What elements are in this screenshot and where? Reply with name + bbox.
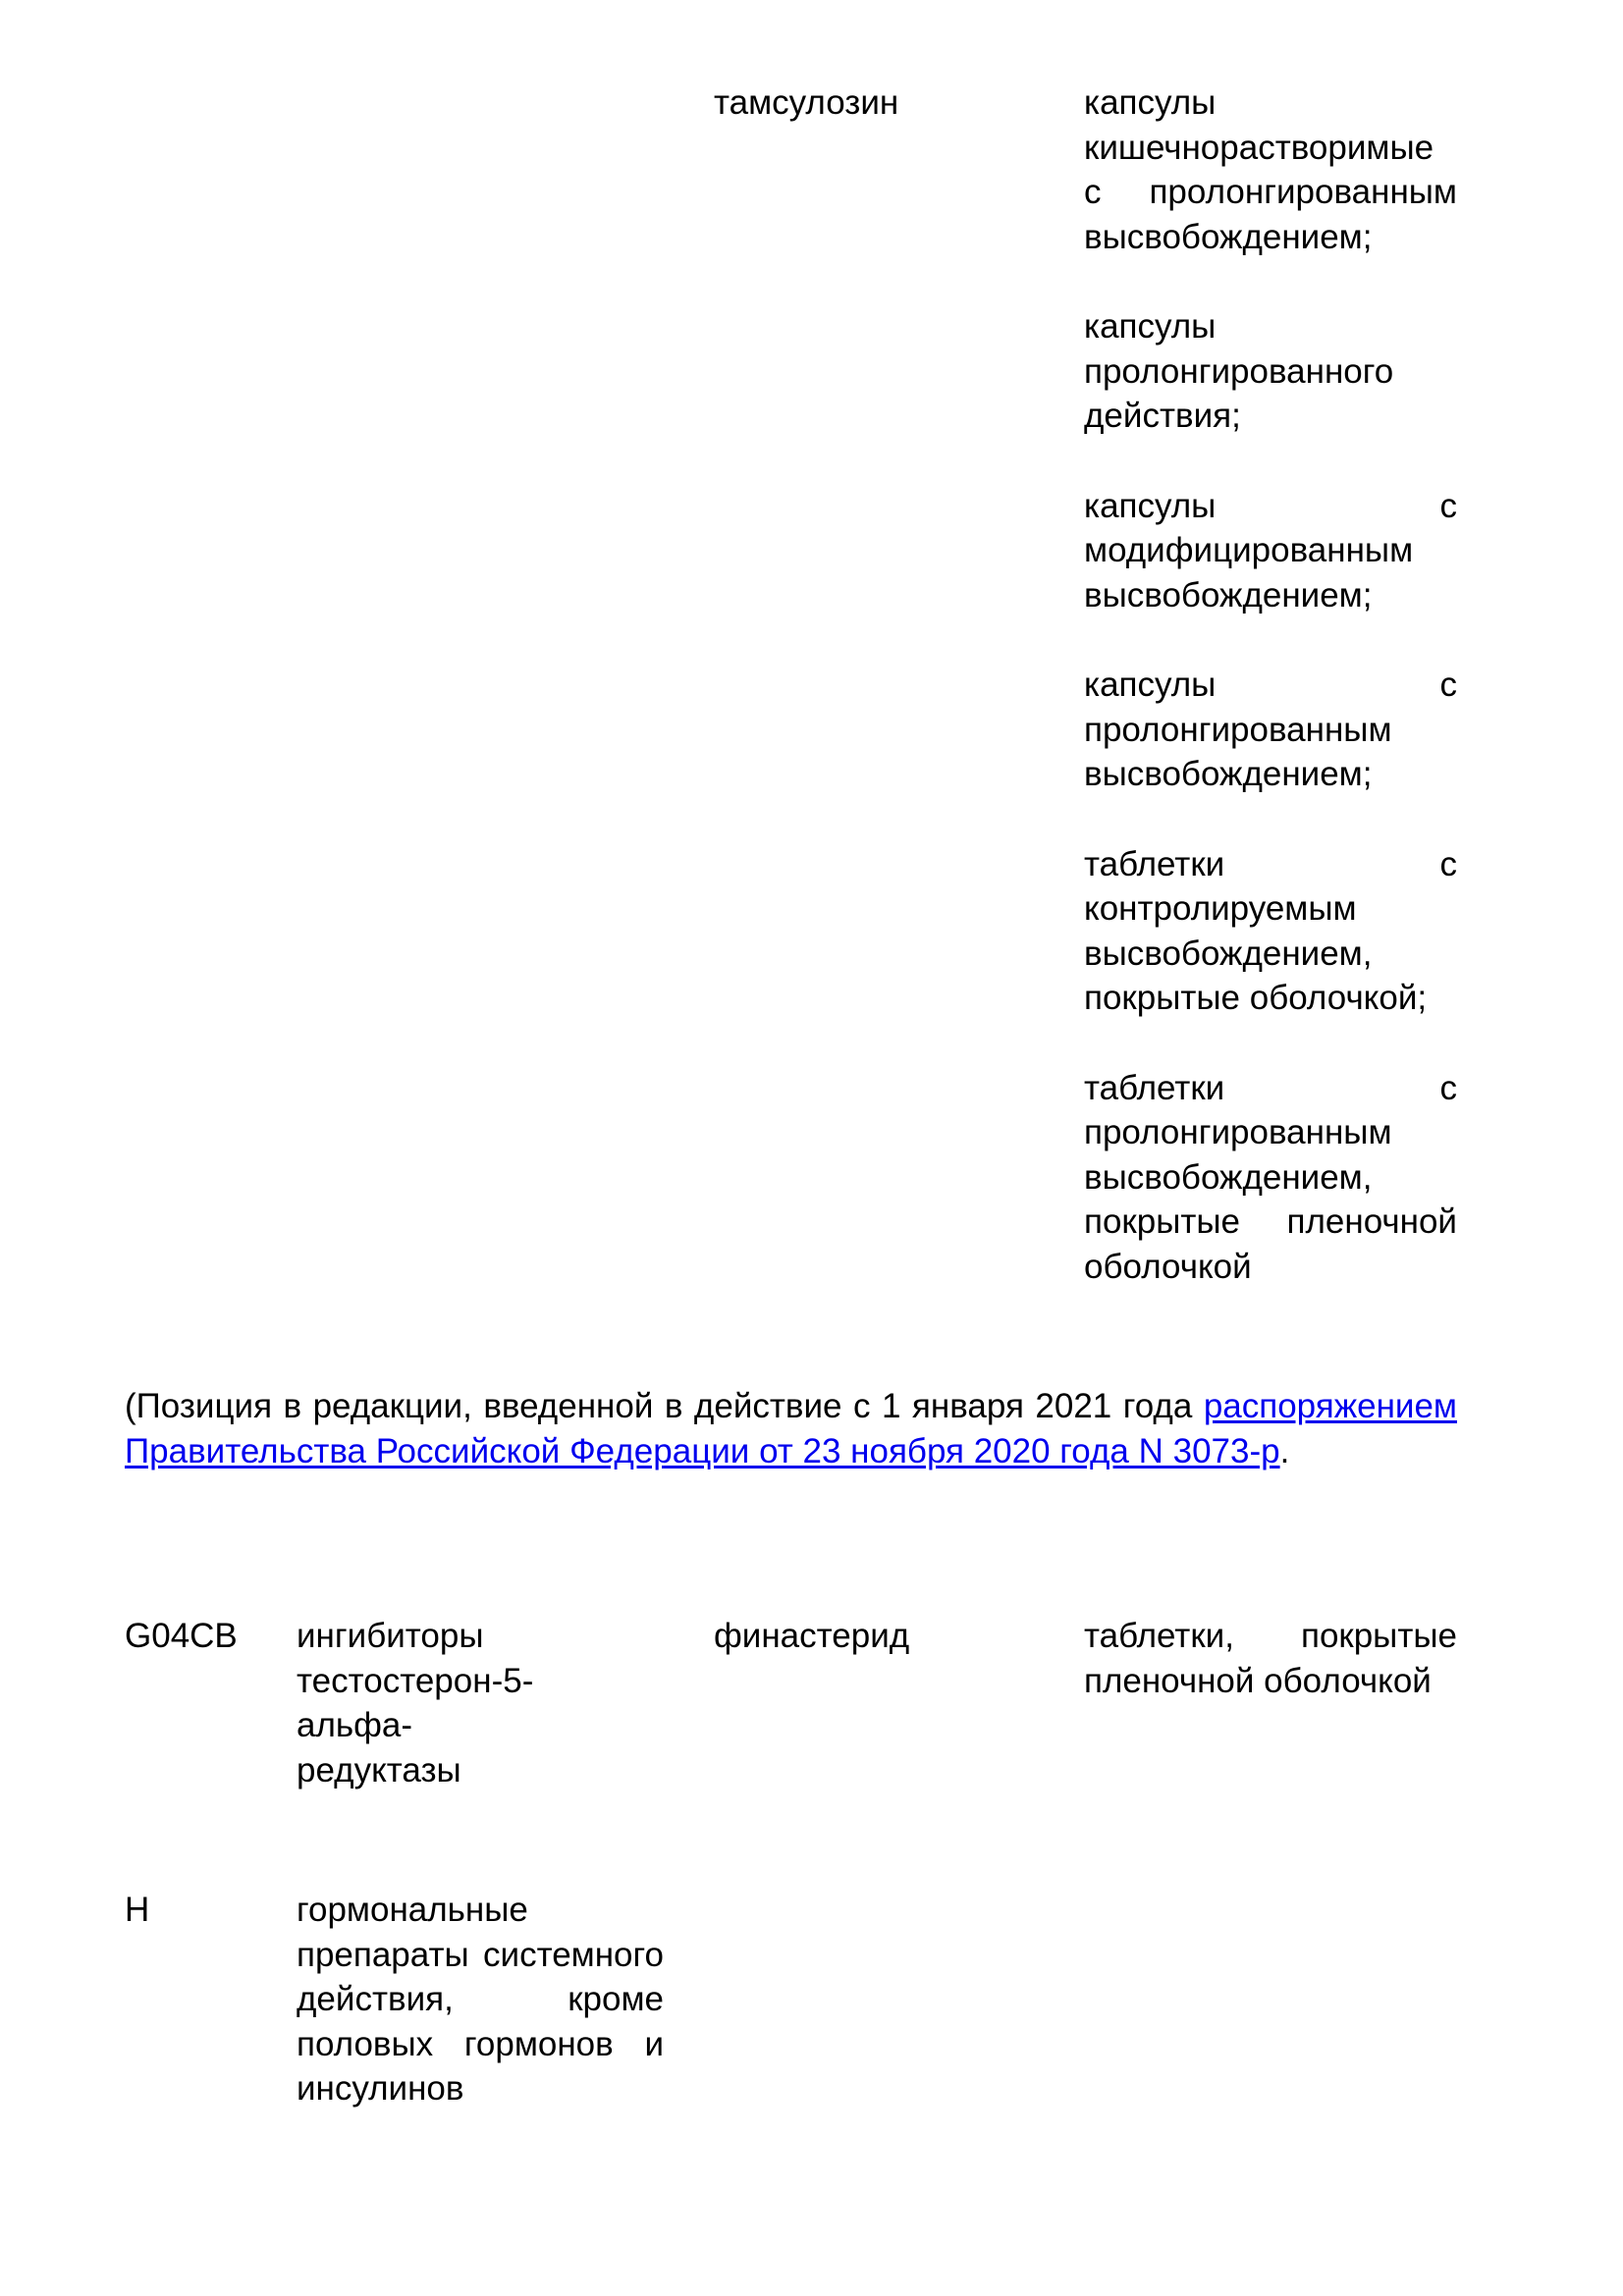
drug-name-tamsulosin: тамсулозин [714,83,899,122]
atc-group-h: гормональные препараты системного действия, кроме половых гормонов и инсулинов [297,1891,664,2108]
amendment-note-suffix: . [1279,1431,1290,1470]
dosage-forms-list [1084,80,1457,1289]
amendment-note-prefix: (Позиция в редакции, введенной в действие с 1 января 2021 года [125,1387,1193,1425]
atc-code-h: H [125,1891,150,1929]
dosage-form-item: капсулы с пролонгированным высвобождением; [1084,666,1457,793]
dosage-form-item: капсулы кишечнорастворимые с пролонгированным высвобождением; [1084,83,1457,256]
dosage-form-item: капсулы пролонгированного действия; [1084,307,1394,435]
drug-name-finasteride: финастерид [714,1617,910,1655]
amendment-note [125,1384,1457,1473]
dosage-form-item: таблетки с пролонгированным высвобождением, покрытые пленочной оболочкой [1084,1068,1457,1286]
dosage-form-item: капсулы с модифицированным высвобождением; [1084,486,1457,614]
dosage-form-finasteride: таблетки, покрытые пленочной оболочкой [1084,1617,1457,1700]
dosage-form-item: таблетки с контролируемым высвобождением, покрытые оболочкой; [1084,844,1457,1017]
amendment-decree-link[interactable]: распоряжением Правительства Российской Федерации от 23 ноября 2020 года N 3073-р [125,1387,1457,1470]
atc-group-g04cb: ингибиторы тестостерон-5-альфа-редуктазы [297,1617,534,1789]
atc-code-g04cb: G04CB [125,1617,238,1655]
